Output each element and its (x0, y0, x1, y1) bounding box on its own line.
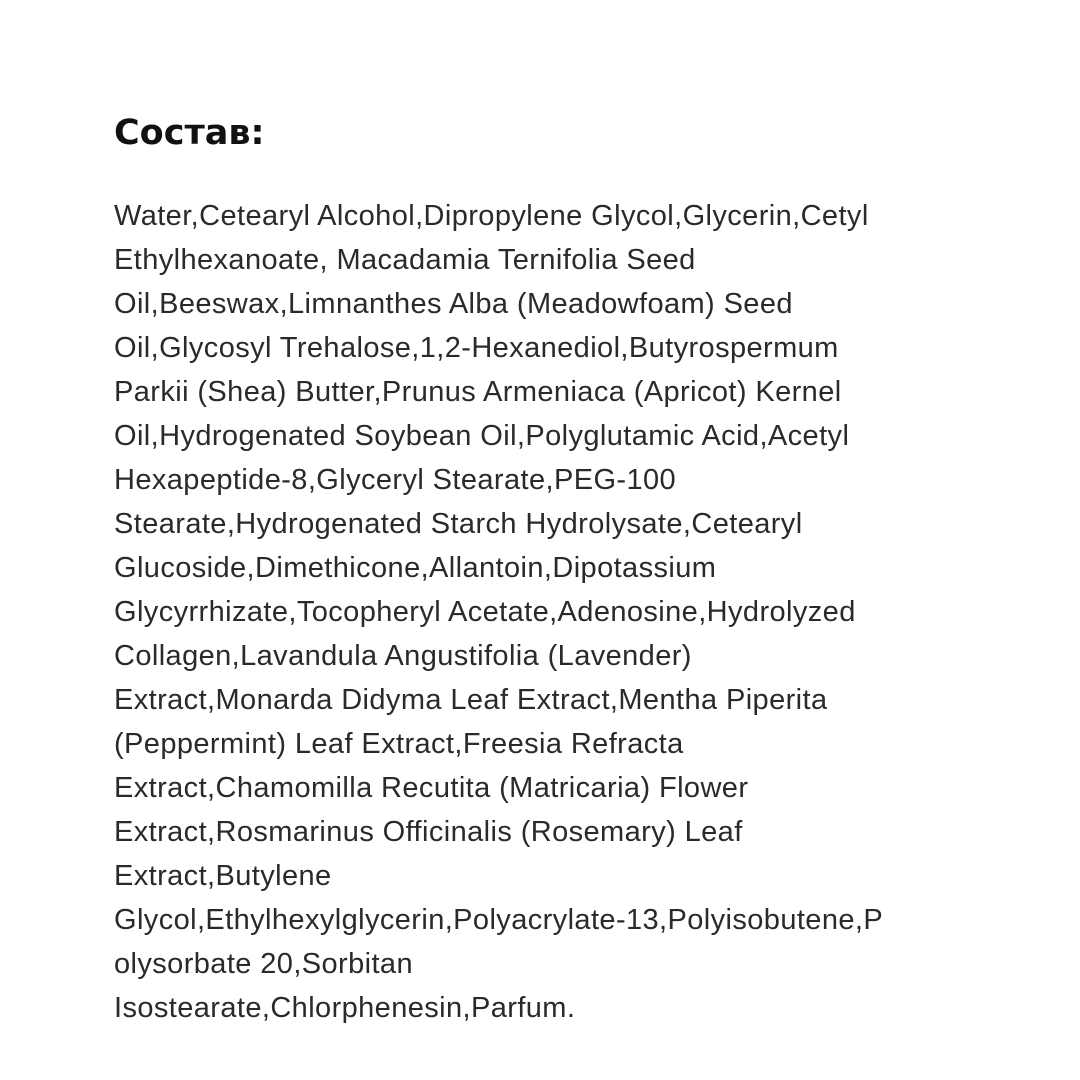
page-title: Состав: (114, 113, 265, 153)
ingredients-line: Oil,Beeswax,Limnanthes Alba (Meadowfoam) Seed (114, 288, 793, 320)
ingredients-line: Glucoside,Dimethicone,Allantoin,Dipotassium (114, 552, 717, 584)
ingredients-line: Isostearate,Chlorphenesin,Parfum. (114, 992, 576, 1024)
ingredients-line: Stearate,Hydrogenated Starch Hydrolysate,Cetearyl (114, 508, 803, 540)
ingredients-line: (Peppermint) Leaf Extract,Freesia Refracta (114, 728, 684, 760)
ingredients-line: Glycyrrhizate,Tocopheryl Acetate,Adenosine,Hydrolyzed (114, 596, 856, 628)
ingredients-list (114, 194, 976, 1030)
ingredients-line: olysorbate 20,Sorbitan (114, 948, 413, 980)
ingredients-line: Oil,Hydrogenated Soybean Oil,Polyglutamic Acid,Acetyl (114, 420, 850, 452)
ingredients-line: Extract,Chamomilla Recutita (Matricaria) Flower (114, 772, 749, 804)
ingredients-line: Extract,Rosmarinus Officinalis (Rosemary) Leaf (114, 816, 743, 848)
ingredients-line: Water,Cetearyl Alcohol,Dipropylene Glycol,Glycerin,Cetyl (114, 200, 869, 232)
ingredients-line: Ethylhexanoate, Macadamia Ternifolia Seed (114, 244, 696, 276)
ingredients-line: Hexapeptide-8,Glyceryl Stearate,PEG-100 (114, 464, 677, 496)
ingredients-line: Parkii (Shea) Butter,Prunus Armeniaca (Apricot) Kernel (114, 376, 842, 408)
ingredients-line: Oil,Glycosyl Trehalose,1,2-Hexanediol,Butyrospermum (114, 332, 839, 364)
ingredients-line: Extract,Butylene (114, 860, 332, 892)
ingredients-line: Extract,Monarda Didyma Leaf Extract,Mentha Piperita (114, 684, 828, 716)
ingredients-line: Collagen,Lavandula Angustifolia (Lavender) (114, 640, 692, 672)
ingredients-line: Glycol,Ethylhexylglycerin,Polyacrylate-13,Polyisobutene,P (114, 904, 884, 936)
